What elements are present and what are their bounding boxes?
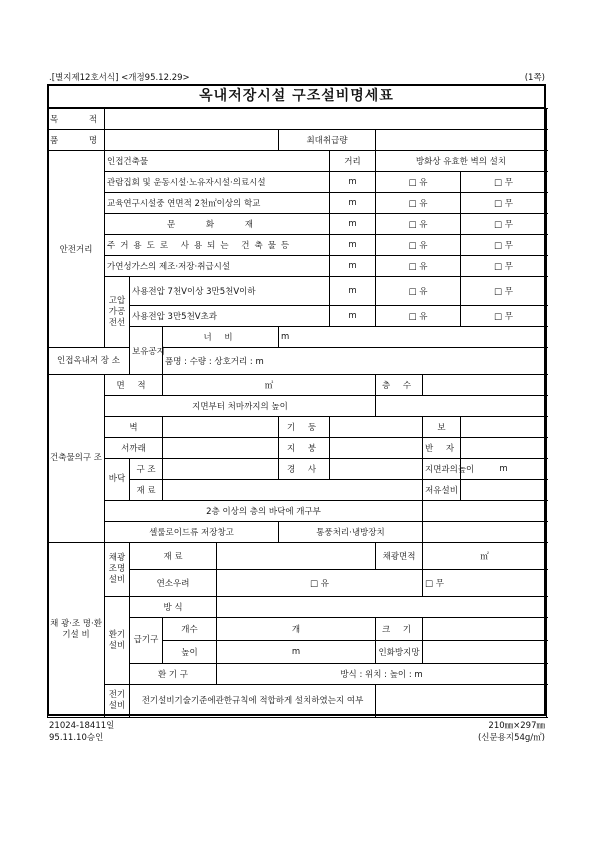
column-field[interactable]	[330, 417, 423, 438]
firewall-yes-checkbox[interactable]: □ 유	[376, 214, 461, 235]
purpose-label: 목 적	[48, 109, 105, 130]
adjacent-store-label: 인접옥내저 장 소	[48, 348, 130, 375]
hv-item: 사용전압 7천V이상 3만5천V이하	[130, 277, 330, 306]
firewall-yes-checkbox[interactable]: □ 유	[376, 172, 461, 193]
rafter-label: 서까래	[105, 438, 163, 459]
firewall-no-checkbox[interactable]: □ 무	[461, 235, 547, 256]
fire-damper-label: 인화방지망	[376, 641, 423, 664]
form-code: 21024-18411일 95.11.10승인	[49, 721, 115, 743]
hv-item: 사용전압 3만5천V초과	[130, 306, 330, 327]
floor-label: 바닥	[105, 459, 130, 501]
rafter-field[interactable]	[163, 438, 279, 459]
firewall-yes-checkbox[interactable]: □ 유	[376, 306, 461, 327]
electric-label: 전기설비	[105, 685, 130, 718]
slope-label: 경 사	[279, 459, 330, 480]
floor-structure-field[interactable]	[163, 459, 279, 480]
upper-floor-opening-label: 2층 이상의 층의 바닥에 개구부	[105, 501, 423, 522]
eaves-height-label: 지면부터 처마까지의 높이	[105, 396, 376, 417]
roof-label: 지 붕	[279, 438, 330, 459]
eaves-height-field[interactable]	[376, 396, 547, 417]
inlet-count-label: 개수	[163, 618, 217, 641]
electric-field[interactable]	[376, 685, 547, 718]
firewall-yes-checkbox[interactable]: □ 유	[376, 277, 461, 306]
floor-material-label: 재 료	[130, 480, 163, 501]
firewall-no-checkbox[interactable]: □ 무	[461, 214, 547, 235]
adjacent-building-label: 인접건축물	[105, 151, 330, 172]
inlet-size-field[interactable]	[423, 618, 547, 641]
fire-risk-yes-checkbox[interactable]: □ 유	[217, 570, 423, 597]
firewall-yes-checkbox[interactable]: □ 유	[376, 256, 461, 277]
ground-height-field[interactable]: m	[461, 459, 547, 480]
inlet-size-label: 크 기	[376, 618, 423, 641]
lighting-label: 채광조명설비	[105, 543, 130, 597]
exhaust-label: 환 기 구	[130, 664, 217, 685]
column-label: 기 둥	[279, 417, 330, 438]
firewall-no-checkbox[interactable]: □ 무	[461, 193, 547, 214]
width-label: 너 비	[163, 327, 279, 348]
distance-unit[interactable]: m	[330, 306, 376, 327]
inlet-height-field[interactable]: m	[217, 641, 376, 664]
ventilation-cooling-label: 통풍처리·냉방장치	[279, 522, 423, 543]
purpose-field[interactable]	[105, 109, 547, 130]
light-area-field[interactable]: ㎡	[423, 543, 547, 570]
building-structure-label: 건축물의구 조	[48, 375, 105, 543]
paper-spec: 210㎜×297㎜ (신문용지54g/㎡)	[477, 721, 545, 743]
oil-storage-field[interactable]	[461, 480, 547, 501]
page-number: (1쪽)	[524, 73, 545, 83]
inlet-height-label: 높이	[163, 641, 217, 664]
area-label: 면 적	[105, 375, 163, 396]
reserve-space-label: 보유공지	[130, 327, 163, 375]
fire-damper-field[interactable]	[423, 641, 547, 664]
lighting-material-field[interactable]	[217, 543, 376, 570]
firewall-yes-checkbox[interactable]: □ 유	[376, 235, 461, 256]
inlet-count-field[interactable]: 개	[217, 618, 376, 641]
item-label: 품 명	[48, 130, 105, 151]
beam-field[interactable]	[461, 417, 547, 438]
high-voltage-label: 고압가공전선	[105, 277, 130, 348]
safety-item: 교육연구시설중 연면적 2천㎡이상의 학교	[105, 193, 330, 214]
safety-item: 문 화 재	[105, 214, 330, 235]
lighting-material-label: 재 료	[130, 543, 217, 570]
distance-unit[interactable]: m	[330, 256, 376, 277]
distance-unit[interactable]: m	[330, 214, 376, 235]
item-field[interactable]	[105, 130, 279, 151]
form-number: .[별지제12호서식] <개정95.12.29>	[49, 73, 190, 83]
adjacent-store-detail[interactable]: 품명 : 수량 : 상호거리 : m	[163, 348, 547, 375]
spec-table	[47, 108, 547, 718]
air-inlet-label: 급기구	[130, 618, 163, 664]
ceiling-field[interactable]	[461, 438, 547, 459]
light-area-label: 채광면적	[376, 543, 423, 570]
fire-risk-label: 연소우려	[130, 570, 217, 597]
area-field[interactable]: ㎡	[163, 375, 376, 396]
floors-label: 층 수	[376, 375, 423, 396]
floors-field[interactable]	[423, 375, 547, 396]
fire-risk-no-checkbox[interactable]: □ 무	[423, 570, 547, 597]
firewall-yes-checkbox[interactable]: □ 유	[376, 193, 461, 214]
distance-header: 거리	[330, 151, 376, 172]
safety-distance-label: 안전거리	[48, 151, 105, 348]
vent-method-label: 방 식	[130, 597, 217, 618]
firewall-no-checkbox[interactable]: □ 무	[461, 277, 547, 306]
firewall-header: 방화상 유효한 벽의 설치	[376, 151, 547, 172]
floor-material-field[interactable]	[163, 480, 423, 501]
slope-field[interactable]	[330, 459, 423, 480]
max-qty-label: 최대취급량	[279, 130, 376, 151]
celluloid-warehouse-label: 셀룰로이드류 저장창고	[105, 522, 279, 543]
distance-unit[interactable]: m	[330, 193, 376, 214]
width-field[interactable]: m	[279, 327, 547, 348]
oil-storage-label: 저유설비	[423, 480, 461, 501]
ceiling-label: 반 자	[423, 438, 461, 459]
firewall-no-checkbox[interactable]: □ 무	[461, 256, 547, 277]
ground-height-label: 지면과의높이	[423, 459, 461, 480]
firewall-no-checkbox[interactable]: □ 무	[461, 306, 547, 327]
distance-unit[interactable]: m	[330, 172, 376, 193]
electric-detail-label: 전기설비기술기준에관한규칙에 적합하게 설치하였는지 여부	[130, 685, 376, 718]
safety-item: 가연성가스의 제조·저장·취급시설	[105, 256, 330, 277]
beam-label: 보	[423, 417, 461, 438]
wall-label: 벽	[105, 417, 163, 438]
upper-floor-opening-field[interactable]	[423, 501, 547, 522]
page-title: 옥내저장시설 구조설비명세표	[47, 84, 546, 108]
facility-label: 채 광·조 명·환 기설 비	[48, 543, 105, 718]
ventilation-cooling-field[interactable]	[423, 522, 547, 543]
floor-structure-label: 구 조	[130, 459, 163, 480]
max-qty-field[interactable]	[376, 130, 547, 151]
safety-item: 주거용도로 사용되는 건축물등	[105, 235, 330, 256]
wall-field[interactable]	[163, 417, 279, 438]
distance-unit[interactable]: m	[330, 235, 376, 256]
firewall-no-checkbox[interactable]: □ 무	[461, 172, 547, 193]
ventilation-label: 환기설비	[105, 597, 130, 685]
distance-unit[interactable]: m	[330, 277, 376, 306]
exhaust-detail-field[interactable]: 방식 : 위치 : 높이 : m	[217, 664, 547, 685]
safety-item: 관람집회 및 운동시설·노유자시설·의료시설	[105, 172, 330, 193]
vent-method-field[interactable]	[217, 597, 547, 618]
roof-field[interactable]	[330, 438, 423, 459]
